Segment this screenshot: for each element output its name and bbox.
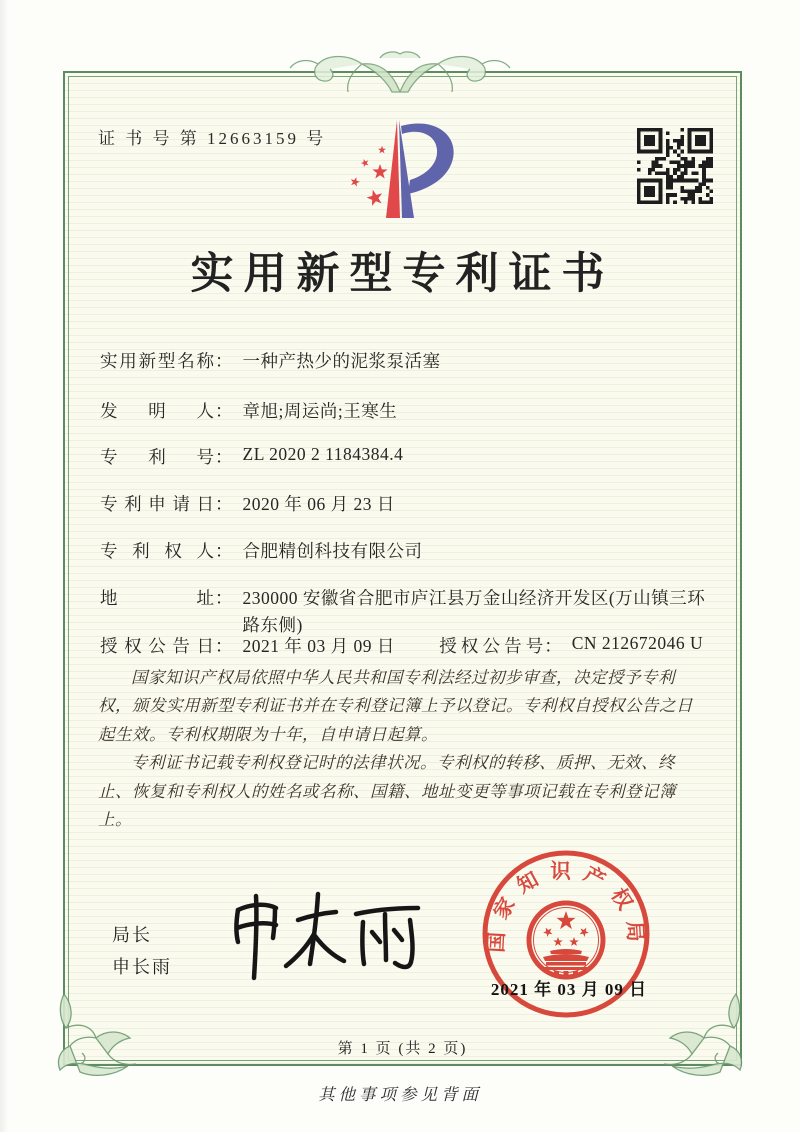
page-number: 第 1 页 (共 2 页) (337, 1041, 468, 1057)
qr-code (637, 128, 713, 204)
field-colon: ： (544, 636, 562, 656)
field-group-grant-number (439, 633, 703, 658)
field-label: 地址 (100, 588, 214, 608)
field-label: 授权公告号 (439, 636, 544, 656)
certificate-number: 证 书 号 第 12663159 号 (98, 129, 327, 148)
field-value: ZL 2020 2 1184384.4 (242, 444, 404, 464)
field-colon: ： (215, 494, 233, 514)
field-label: 实用新型名称 (100, 351, 214, 371)
certificate-title: 实用新型专利证书 (190, 251, 615, 298)
field-colon: ： (215, 447, 233, 467)
field-colon: ： (215, 588, 233, 608)
commissioner-title: 局长 (112, 925, 152, 945)
ornament-bottom-right-flourish (650, 992, 750, 1080)
field-colon: ： (215, 351, 233, 371)
field-colon: ： (215, 401, 233, 421)
field-colon: ： (215, 541, 233, 561)
legal-text-block (98, 664, 706, 834)
commissioner-signature-handwriting (222, 886, 432, 986)
grant-statement: 国家知识产权局依照中华人民共和国专利法经过初步审查，决定授予专利权，颁发实用新型专利证书并在专利登记簿上予以登记。专利权自授权公告之日起生效。专利权期限为十年，自申请日起算。 (98, 668, 693, 744)
field-row-inventor (100, 398, 397, 423)
field-value: CN 212672046 U (571, 633, 704, 653)
cnipa-logo-icon (338, 114, 466, 226)
field-group-grant-date (100, 633, 399, 656)
ornament-top-flourish (288, 48, 512, 94)
field-label: 授权公告日 (100, 636, 214, 656)
field-colon: ： (215, 636, 233, 656)
field-label: 发明人 (100, 401, 214, 421)
field-value: 2020 年 06 月 23 日 (242, 494, 395, 514)
national-emblem-icon (529, 903, 603, 977)
field-label: 专利申请日 (100, 494, 214, 514)
register-note: 专利证书记载专利权登记时的法律状况。专利权的转移、质押、无效、终止、恢复和专利权人的姓名或名称、国籍、地址变更等事项记载在专利登记簿上。 (98, 753, 676, 829)
field-value: 2021 年 03 月 09 日 (242, 636, 395, 656)
field-row-address (100, 585, 721, 639)
field-value: 230000 安徽省合肥市庐江县万金山经济开发区(万山镇三环路东侧) (242, 588, 706, 636)
field-value: 一种产热少的泥浆泵活塞 (242, 351, 441, 371)
field-row-grant (100, 633, 703, 658)
field-value: 章旭;周运尚;王寒生 (242, 401, 398, 421)
field-label: 专利号 (100, 447, 214, 467)
field-row-patent-number (100, 444, 403, 469)
seal-date: 2021 年 03 月 09 日 (490, 980, 648, 999)
field-row-utility-model-name (100, 348, 441, 373)
field-value: 合肥精创科技有限公司 (242, 541, 423, 561)
field-label: 专利权人 (100, 541, 214, 561)
field-row-filing-date (100, 491, 395, 516)
back-side-note: 其他事项参见背面 (318, 1085, 482, 1104)
ornament-bottom-left-flourish (50, 992, 150, 1080)
seal-ring-text: 国家知识产权局 (485, 861, 647, 954)
field-row-patentee (100, 538, 423, 563)
commissioner-name: 申长雨 (112, 957, 172, 977)
